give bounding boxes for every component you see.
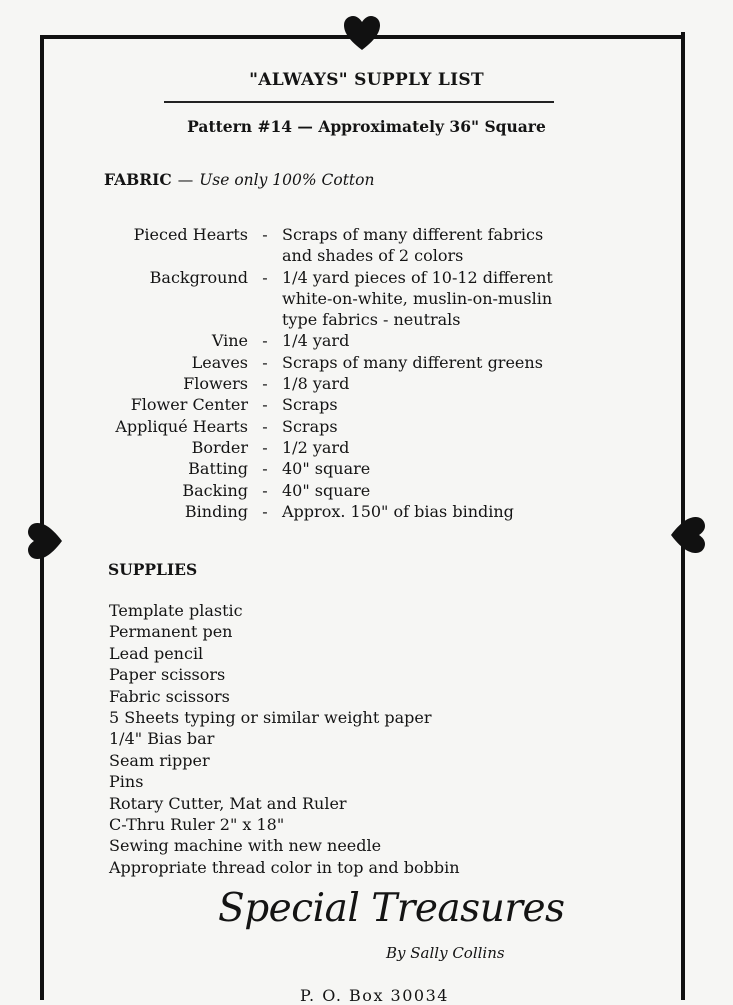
fabric-row	[100, 416, 660, 437]
fabric-row	[100, 437, 660, 458]
fabric-item-separator: -	[262, 331, 268, 351]
heart-icon	[342, 14, 382, 54]
fabric-item-name	[100, 309, 248, 330]
address-line: P. O. Box 30034	[300, 986, 449, 1005]
fabric-row	[100, 394, 660, 415]
fabric-row	[100, 267, 660, 288]
fabric-item-separator: -	[262, 225, 268, 244]
fabric-item-name: Vine	[211, 331, 248, 351]
fabric-item-name: Leaves	[191, 352, 248, 372]
fabric-note: Use only 100% Cotton	[199, 171, 375, 189]
fabric-item-name: Background	[149, 267, 248, 287]
supply-item: 5 Sheets typing or similar weight paper	[109, 708, 432, 728]
fabric-row	[100, 309, 660, 330]
brand-logo: Special Treasures	[218, 886, 565, 931]
supply-item: Lead pencil	[109, 643, 204, 663]
fabric-item-name: Backing	[182, 480, 248, 500]
heart-icon	[26, 521, 66, 561]
fabric-item-separator: -	[262, 374, 268, 394]
supply-item: Fabric scissors	[109, 686, 230, 706]
fabric-item-separator	[248, 245, 282, 266]
fabric-item-description: 1/8 yard	[282, 374, 350, 394]
page-title: "ALWAYS" SUPPLY LIST	[249, 70, 484, 90]
supply-item: Seam ripper	[109, 750, 210, 770]
fabric-item-separator	[248, 309, 282, 330]
frame-border-left	[40, 38, 44, 1000]
fabric-list	[100, 224, 660, 522]
supply-item: Template plastic	[109, 601, 243, 620]
fabric-heading-dash: —	[177, 171, 194, 189]
supply-item: Permanent pen	[109, 622, 233, 642]
fabric-item-name: Flowers	[183, 374, 248, 394]
fabric-item-description: Scraps	[282, 395, 338, 415]
brand-byline: By Sally Collins	[386, 944, 505, 962]
supply-item: Pins	[109, 772, 144, 792]
supplies-list	[109, 600, 460, 878]
heart-icon	[667, 515, 707, 555]
fabric-item-description: 1/2 yard	[282, 437, 350, 457]
fabric-item-description: Scraps	[282, 416, 338, 436]
fabric-item-description: Scraps of many different fabrics	[282, 225, 544, 244]
fabric-heading-label: FABRIC	[104, 170, 172, 189]
fabric-item-separator: -	[262, 395, 268, 415]
fabric-item-description: Scraps of many different greens	[282, 352, 543, 372]
fabric-heading	[104, 170, 374, 189]
fabric-item-name: Appliqué Hearts	[115, 416, 248, 436]
fabric-item-separator: -	[262, 416, 268, 436]
fabric-item-separator: -	[262, 267, 268, 287]
fabric-item-name	[100, 245, 248, 266]
fabric-item-description: white-on-white, muslin-on-muslin	[282, 288, 553, 308]
fabric-item-name: Flower Center	[130, 395, 248, 415]
fabric-item-name	[100, 288, 248, 309]
supply-item: 1/4" Bias bar	[109, 729, 215, 749]
supply-item: Sewing machine with new needle	[109, 836, 382, 856]
fabric-row	[100, 330, 660, 351]
fabric-row	[100, 501, 660, 522]
fabric-item-separator: -	[262, 437, 268, 457]
fabric-item-description: 1/4 yard	[282, 331, 350, 351]
fabric-item-description: Approx. 150" of bias binding	[282, 501, 514, 521]
fabric-item-separator	[248, 288, 282, 309]
fabric-row	[100, 224, 660, 245]
fabric-item-description: and shades of 2 colors	[282, 246, 464, 266]
fabric-item-name: Pieced Hearts	[133, 225, 248, 244]
supply-item: Rotary Cutter, Mat and Ruler	[109, 793, 347, 813]
fabric-item-name: Batting	[188, 459, 248, 479]
fabric-row	[100, 245, 660, 266]
supply-item: Paper scissors	[109, 665, 226, 685]
supply-item: Appropriate thread color in top and bobbin	[109, 857, 460, 877]
fabric-row	[100, 352, 660, 373]
title-divider	[164, 101, 554, 103]
fabric-item-separator: -	[262, 352, 268, 372]
supply-item: C-Thru Ruler 2" x 18"	[109, 815, 285, 835]
fabric-item-description: type fabrics - neutrals	[282, 310, 461, 330]
fabric-item-separator: -	[262, 501, 268, 521]
fabric-row	[100, 288, 660, 309]
fabric-row	[100, 458, 660, 479]
fabric-item-description: 1/4 yard pieces of 10-12 different	[282, 267, 553, 287]
fabric-item-name: Binding	[184, 501, 248, 521]
supplies-heading: SUPPLIES	[108, 560, 198, 579]
fabric-item-separator: -	[262, 480, 268, 500]
fabric-item-separator: -	[262, 459, 268, 479]
pattern-subtitle: Pattern #14 — Approximately 36" Square	[187, 117, 546, 136]
fabric-item-description: 40" square	[282, 459, 371, 479]
fabric-item-description: 40" square	[282, 480, 371, 500]
fabric-item-name: Border	[191, 437, 248, 457]
fabric-row	[100, 373, 660, 394]
fabric-row	[100, 480, 660, 501]
